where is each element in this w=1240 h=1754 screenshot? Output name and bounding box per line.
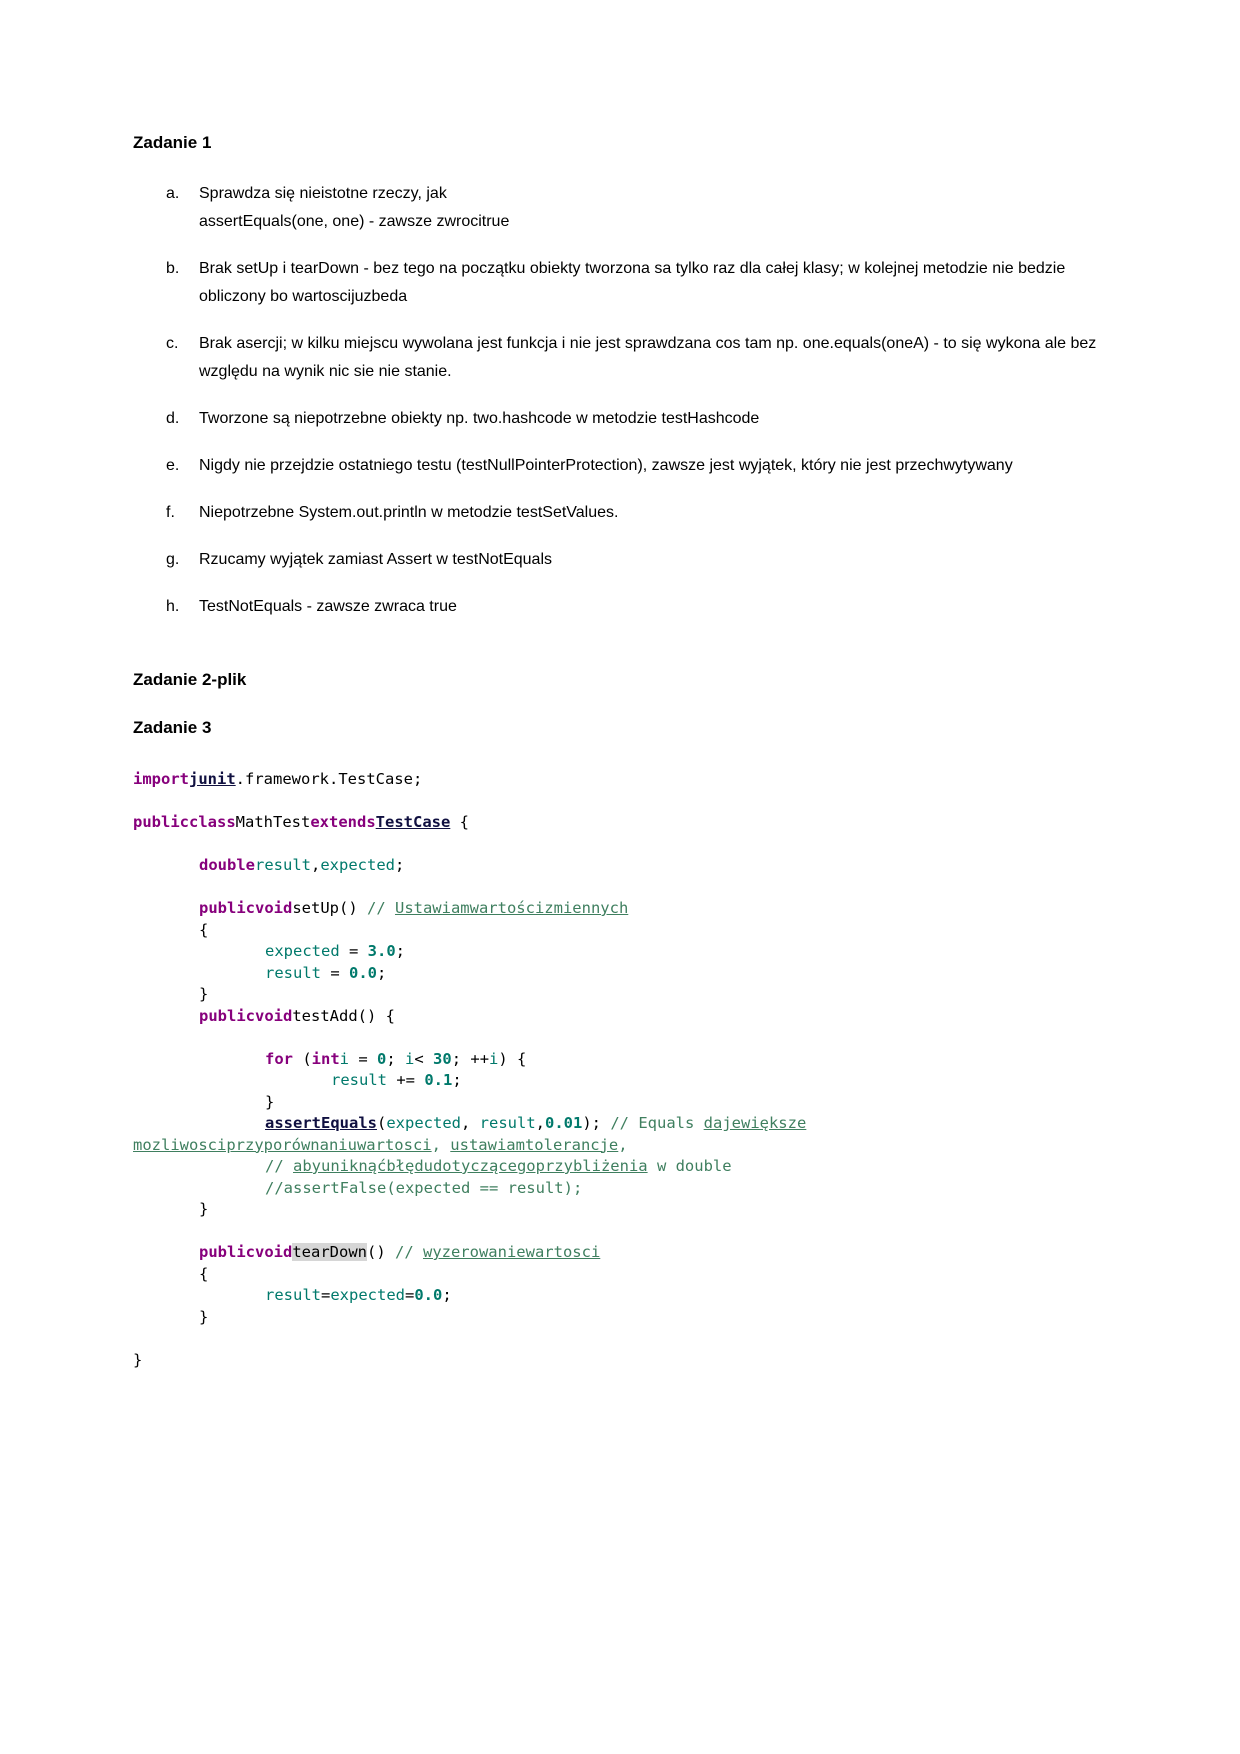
code-token: public bbox=[199, 899, 255, 917]
list-item bbox=[133, 499, 1110, 527]
code-line bbox=[133, 1264, 1110, 1286]
list-item-text: Niepotrzebne System.out.println w metodzie testSetValues. bbox=[199, 504, 619, 521]
code-token: wyzerowaniewartosci bbox=[422, 1243, 601, 1261]
code-line bbox=[133, 834, 1110, 856]
code-line bbox=[133, 812, 1110, 834]
list-item bbox=[133, 255, 1110, 311]
code-token: } bbox=[199, 1307, 209, 1326]
code-token: dajewiększe bbox=[703, 1114, 807, 1132]
list-item bbox=[133, 330, 1110, 386]
code-token: double bbox=[199, 856, 255, 874]
code-token: // bbox=[394, 1243, 423, 1261]
code-line bbox=[133, 1156, 1110, 1178]
code-token: { bbox=[199, 1264, 209, 1283]
code-token: 0 bbox=[377, 1049, 387, 1068]
code-token: 3.0 bbox=[367, 942, 396, 960]
code-token: ; bbox=[395, 856, 405, 874]
list-marker: a. bbox=[166, 185, 180, 202]
code-token: expected bbox=[330, 1286, 405, 1304]
code-token: mozliwosciprzyporównaniuwartosci bbox=[133, 1135, 432, 1154]
code-line bbox=[133, 1135, 1110, 1157]
code-line bbox=[133, 769, 1110, 791]
heading-zadanie-1: Zadanie 1 bbox=[133, 133, 212, 152]
code-token: // Equals bbox=[610, 1114, 704, 1132]
code-line bbox=[133, 941, 1110, 963]
code-token: } bbox=[133, 1350, 143, 1369]
code-line bbox=[133, 1221, 1110, 1243]
list-marker: b. bbox=[166, 260, 180, 277]
list-item-text: Brak asercji; w kilku miejscu wywolana jest funkcja i nie jest sprawdzana cos tam np. one.equals(oneA) - to się wykona ale bez względu na wynik nic sie nie stanie. bbox=[199, 335, 1097, 380]
code-token: result bbox=[255, 856, 311, 874]
code-line bbox=[133, 963, 1110, 985]
code-line bbox=[133, 1199, 1110, 1221]
code-token: ; ++ bbox=[451, 1049, 490, 1068]
code-token: public bbox=[199, 1243, 255, 1261]
code-token: Ustawiamwartościzmiennych bbox=[394, 899, 629, 917]
code-token: = bbox=[349, 1049, 378, 1068]
code-token: MathTest bbox=[235, 813, 311, 831]
code-line bbox=[133, 1350, 1110, 1372]
list-marker: h. bbox=[166, 598, 180, 615]
code-line bbox=[133, 1178, 1110, 1200]
code-link[interactable]: assertEquals bbox=[265, 1114, 377, 1132]
list-item bbox=[133, 452, 1110, 480]
code-token: for bbox=[265, 1049, 293, 1068]
code-token: , bbox=[460, 1114, 480, 1132]
code-token: } bbox=[199, 985, 209, 1003]
code-token: ( bbox=[293, 1049, 312, 1068]
code-line bbox=[133, 1113, 1110, 1135]
code-token: 0.01 bbox=[545, 1114, 583, 1132]
code-line bbox=[133, 791, 1110, 813]
code-line bbox=[133, 1328, 1110, 1350]
list-marker: g. bbox=[166, 551, 180, 568]
code-token: .framework.TestCase; bbox=[235, 770, 423, 788]
code-line bbox=[133, 1307, 1110, 1329]
heading-zadanie-2: Zadanie 2-plik bbox=[133, 670, 247, 689]
code-token: ; bbox=[377, 963, 387, 982]
code-line bbox=[133, 1242, 1110, 1264]
code-token: = bbox=[321, 963, 349, 982]
code-token: = bbox=[321, 1286, 331, 1304]
list-marker: f. bbox=[166, 504, 175, 521]
code-line bbox=[133, 1049, 1110, 1071]
code-token: 0.0 bbox=[349, 963, 377, 982]
code-token: public bbox=[133, 813, 189, 831]
code-token: i bbox=[405, 1049, 415, 1068]
code-token: void bbox=[255, 1006, 293, 1025]
list-item-text: Tworzone są niepotrzebne obiekty np. two.hashcode w metodzie testHashcode bbox=[199, 410, 760, 427]
list-item-text: Sprawdza się nieistotne rzeczy, jak assertEquals(one, one) - zawsze zwrocitrue bbox=[199, 185, 510, 230]
code-token: , bbox=[535, 1114, 545, 1132]
list-marker: c. bbox=[166, 335, 179, 352]
code-line bbox=[133, 898, 1110, 920]
code-token: } bbox=[199, 1200, 209, 1218]
code-token: ; bbox=[386, 1049, 406, 1068]
heading-zadanie-3: Zadanie 3 bbox=[133, 718, 212, 737]
code-token: { bbox=[450, 813, 469, 831]
code-token: expected bbox=[386, 1114, 461, 1132]
list-item bbox=[133, 546, 1110, 574]
code-token: ; bbox=[442, 1286, 452, 1304]
code-line bbox=[133, 1092, 1110, 1114]
code-token: class bbox=[189, 813, 236, 831]
code-token: ustawiamtolerancje bbox=[450, 1135, 619, 1154]
code-token: w double bbox=[647, 1157, 732, 1175]
code-token: = bbox=[339, 942, 368, 960]
code-token: result bbox=[265, 1286, 321, 1304]
code-block bbox=[133, 769, 1110, 1371]
code-token: } bbox=[265, 1092, 275, 1111]
code-token: { bbox=[199, 920, 209, 939]
code-token: 30 bbox=[433, 1049, 452, 1068]
list-item-text: Brak setUp i tearDown - bez tego na początku obiekty tworzona sa tylko raz dla całej klasy; w kolejnej metodzie nie bedzie obliczony bo wartoscijuzbeda bbox=[199, 260, 1066, 305]
list-marker: d. bbox=[166, 410, 180, 427]
code-token: result bbox=[479, 1114, 536, 1132]
code-token: ); bbox=[582, 1114, 611, 1132]
code-token: public bbox=[199, 1006, 255, 1025]
code-token: , bbox=[431, 1135, 451, 1154]
code-link[interactable]: TestCase bbox=[375, 813, 451, 831]
list-item bbox=[133, 593, 1110, 621]
code-token: = bbox=[405, 1286, 415, 1304]
code-token: // bbox=[265, 1157, 293, 1175]
code-line bbox=[133, 1027, 1110, 1049]
code-token: expected bbox=[320, 856, 395, 874]
list-item bbox=[133, 405, 1110, 433]
code-token: expected bbox=[265, 942, 340, 960]
list-item bbox=[133, 180, 1110, 236]
list-marker: e. bbox=[166, 457, 180, 474]
code-token: ) { bbox=[498, 1049, 527, 1068]
code-token: result bbox=[265, 963, 321, 982]
code-line bbox=[133, 920, 1110, 942]
code-token: testAdd() { bbox=[292, 1006, 395, 1025]
code-token: int bbox=[311, 1049, 340, 1068]
code-token: i bbox=[489, 1049, 499, 1068]
code-token: tearDown bbox=[292, 1243, 367, 1261]
code-token: result bbox=[331, 1071, 387, 1089]
code-token: , bbox=[618, 1135, 628, 1154]
code-token: ( bbox=[376, 1114, 387, 1132]
list-item-text: Nigdy nie przejdzie ostatniego testu (testNullPointerProtection), zawsze jest wyjątek, który nie jest przechwytywany bbox=[199, 457, 1013, 474]
code-token: import bbox=[133, 770, 189, 788]
code-line bbox=[133, 1070, 1110, 1092]
code-line bbox=[133, 877, 1110, 899]
code-token: 0.0 bbox=[414, 1286, 443, 1304]
code-line bbox=[133, 1285, 1110, 1307]
code-token: , bbox=[311, 856, 321, 874]
code-link[interactable]: junit bbox=[189, 770, 236, 788]
code-token: i bbox=[339, 1049, 350, 1068]
code-token: < bbox=[414, 1049, 434, 1068]
code-token: void bbox=[255, 1243, 293, 1261]
code-token: ; bbox=[395, 942, 405, 960]
code-token: 0.1 bbox=[424, 1071, 453, 1089]
list-item-text: TestNotEquals - zawsze zwraca true bbox=[199, 598, 457, 615]
code-token: //assertFalse(expected == result); bbox=[265, 1178, 583, 1197]
code-token: setUp() bbox=[292, 899, 367, 917]
code-token: ; bbox=[452, 1071, 462, 1089]
code-token: abyuniknąćbłędudotyczącegoprzybliżenia bbox=[293, 1157, 648, 1175]
code-line bbox=[133, 1006, 1110, 1028]
code-line bbox=[133, 855, 1110, 877]
code-token: () bbox=[366, 1243, 395, 1261]
list-item-text: Rzucamy wyjątek zamiast Assert w testNotEquals bbox=[199, 551, 553, 568]
code-token: // bbox=[366, 899, 395, 917]
code-line bbox=[133, 984, 1110, 1006]
code-token: += bbox=[387, 1071, 425, 1089]
task1-list bbox=[133, 180, 1110, 621]
code-token: void bbox=[255, 899, 293, 917]
code-token: extends bbox=[310, 813, 376, 831]
